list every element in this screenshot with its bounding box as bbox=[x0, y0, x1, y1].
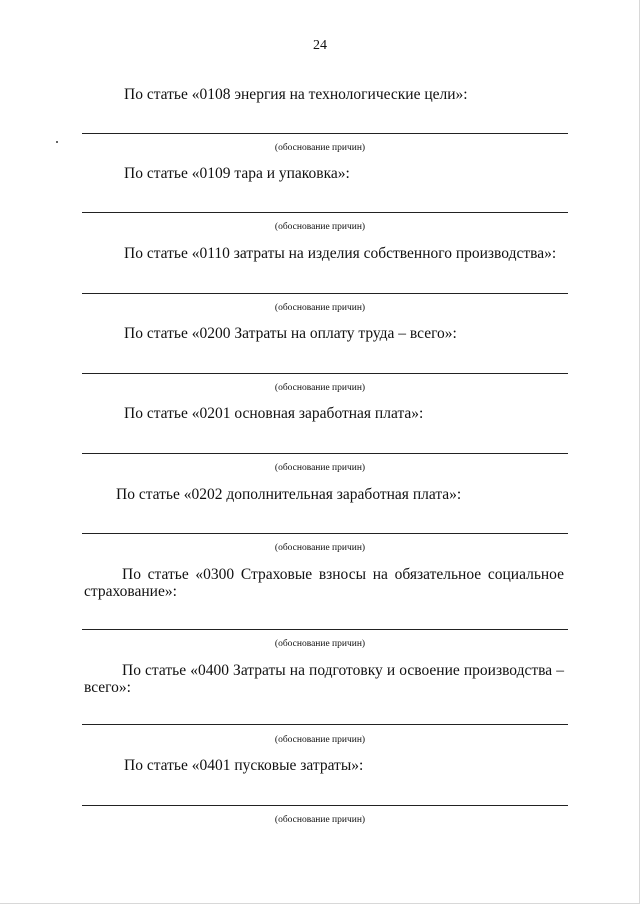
reason-input-line[interactable] bbox=[82, 212, 568, 213]
reason-input-line[interactable] bbox=[82, 373, 568, 374]
article-heading: По статье «0202 дополнительная заработная плата»: bbox=[116, 486, 462, 503]
page-number: 24 bbox=[313, 38, 327, 53]
reason-input-line[interactable] bbox=[82, 805, 568, 806]
article-heading: По статье «0108 энергия на технологические цели»: bbox=[124, 86, 468, 103]
reason-caption: (обоснование причин) bbox=[274, 815, 366, 825]
reason-input-line[interactable] bbox=[82, 629, 568, 630]
reason-input-line[interactable] bbox=[82, 453, 568, 454]
reason-caption: (обоснование причин) bbox=[274, 463, 366, 473]
article-heading: По статье «0200 Затраты на оплату труда – всего»: bbox=[124, 325, 457, 342]
reason-caption: (обоснование причин) bbox=[274, 543, 366, 553]
reason-caption: (обоснование причин) bbox=[274, 639, 366, 649]
article-heading: По статье «0110 затраты на изделия собственного производства»: bbox=[124, 245, 557, 262]
reason-input-line[interactable] bbox=[82, 533, 568, 534]
article-heading: По статье «0401 пусковые затраты»: bbox=[124, 757, 364, 774]
article-heading: По статье «0109 тара и упаковка»: bbox=[124, 165, 350, 182]
reason-caption: (обоснование причин) bbox=[274, 383, 366, 393]
reason-input-line[interactable] bbox=[82, 724, 568, 725]
article-heading: По статье «0201 основная заработная плата»: bbox=[124, 405, 424, 422]
reason-caption: (обоснование причин) bbox=[274, 735, 366, 745]
reason-caption: (обоснование причин) bbox=[274, 303, 366, 313]
article-heading: По статье «0400 Затраты на подготовку и освоение производства – всего»: bbox=[84, 662, 564, 696]
reason-caption: (обоснование причин) bbox=[274, 222, 366, 232]
reason-caption: (обоснование причин) bbox=[274, 143, 366, 153]
reason-input-line[interactable] bbox=[82, 293, 568, 294]
reason-input-line[interactable] bbox=[82, 133, 568, 134]
article-heading: По статье «0300 Страховые взносы на обязательное социальное страхование»: bbox=[84, 566, 564, 600]
